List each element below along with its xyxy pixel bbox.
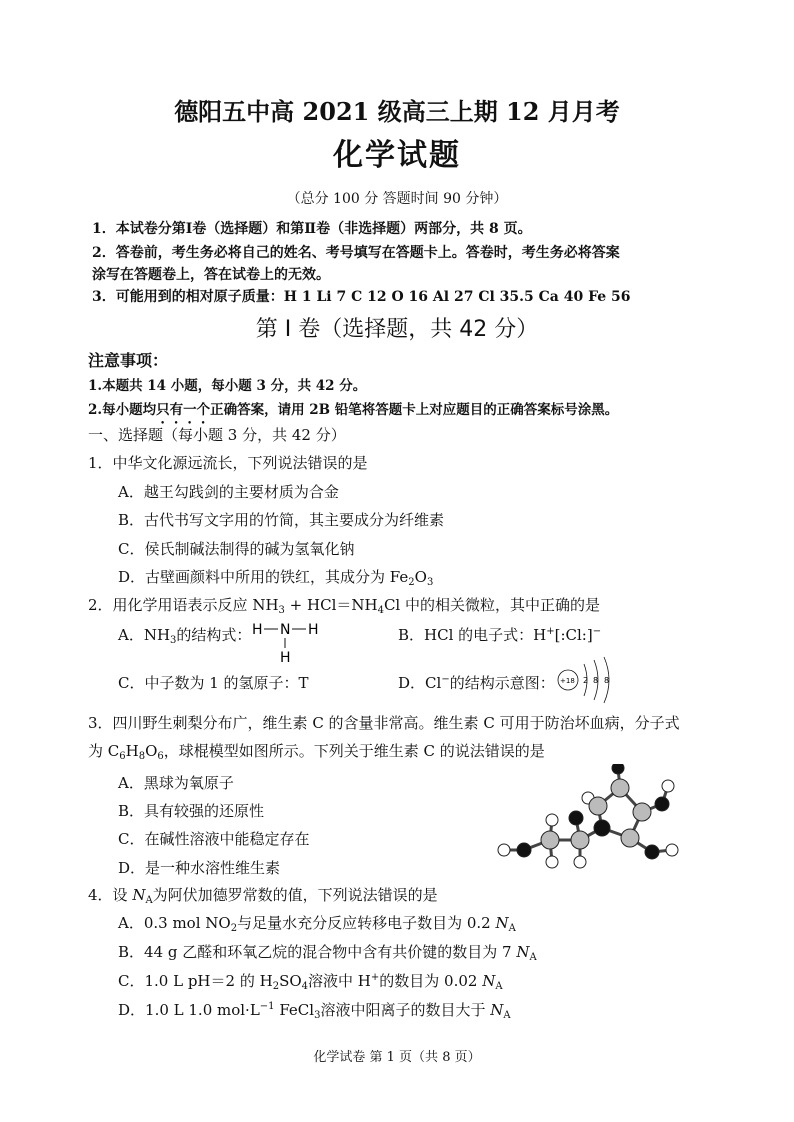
cl-ion-structure-diagram: [556, 656, 622, 704]
exam-title: 德阳五中高 2021 级高三上期 12 月月考: [174, 97, 620, 126]
q1-option-c: C．侯氏制碱法制得的碱为氢氧化钠: [118, 540, 355, 558]
q1-option-d: D．古壁画颜料中所用的铁红，其成分为 $Fe_2O_3$: [118, 568, 434, 588]
note-2-cont: 涂写在答题卷上，答在试卷上的无效。: [92, 267, 330, 283]
svg-text:+18: +18: [560, 677, 575, 685]
svg-text:H: H: [252, 622, 263, 638]
q2-option-a: A．$NH_3$的结构式：: [118, 626, 252, 646]
question-3-line-2: 为 $C_6H_8O_6$，球棍模型如图所示。下列关于维生素 C 的说法错误的是: [88, 742, 545, 762]
note-1: 1．本试卷分第Ⅰ卷（选择题）和第Ⅱ卷（非选择题）两部分，共 8 页。: [92, 221, 532, 237]
vitamin-c-ball-and-stick-model: [492, 764, 694, 882]
attention-heading: 注意事项：: [88, 351, 169, 370]
q3-option-a: A．黑球为氧原子: [118, 774, 234, 792]
note-3: 3．可能用到的相对原子质量：H 1 Li 7 C 12 O 16 Al 27 Cl 35.5 Ca 40 Fe 56: [92, 289, 631, 305]
q1-option-b: B．古代书写文字用的竹简，其主要成分为纤维素: [118, 511, 445, 529]
svg-text:H: H: [280, 650, 291, 666]
svg-text:8: 8: [604, 676, 610, 685]
q4-option-c: C．1.0 L pH＝2 的 $H_2SO_4$溶液中 H+的数目为 0.02 $N_A$: [118, 972, 503, 992]
question-4-stem: 4．设 $N_A$为阿伏加德罗常数的值，下列说法错误的是: [88, 886, 438, 906]
q3-option-b: B．具有较强的还原性: [118, 802, 265, 820]
question-3-line-1: 3．四川野生刺梨分布广，维生素 C 的含量非常高。维生素 C 可用于防治坏血病，分子式: [88, 714, 680, 732]
q3-option-d: D．是一种水溶性维生素: [118, 859, 281, 877]
page-footer: 化学试卷 第 1 页（共 8 页）: [313, 1050, 481, 1065]
q2-option-d: D．Cl−的结构示意图：: [398, 674, 555, 692]
q2-option-b: B．HCl 的电子式：H+[:Cl:]−: [398, 626, 602, 644]
svg-text:H: H: [308, 622, 319, 638]
part-title: 一、选择题（每小题 3 分，共 42 分）: [88, 426, 346, 444]
q4-option-d: D．1.0 L 1.0 $mol\cdot L^{-1}$ FeCl$_3$溶液中阳离子的数目大于 $N_A$: [118, 1001, 511, 1021]
q4-option-b: B．44 g 乙醛和环氧乙烷的混合物中含有共价键的数目为 7 $N_A$: [118, 943, 537, 963]
attention-1: 1.本题共 14 小题，每小题 3 分，共 42 分。: [88, 378, 367, 394]
q3-option-c: C．在碱性溶液中能稳定存在: [118, 830, 310, 848]
svg-text:8: 8: [593, 676, 599, 685]
attention-2: 2.每小题均只有一个正确答案，请用 2B 铅笔将答题卡上对应题目的正确答案标号涂黑。: [88, 402, 619, 418]
subject-title: 化学试题: [333, 138, 461, 173]
q4-option-a: A．0.3 mol $NO_2$与足量水充分反应转移电子数目为 0.2 $N_A$: [118, 914, 516, 934]
emphasis-text: 只有一个: [156, 402, 211, 418]
nh3-structural-formula: [250, 618, 330, 666]
q2-option-c: C．中子数为 1 的氢原子：T: [118, 674, 309, 692]
question-2-stem: 2．用化学用语表示反应 $NH_3 + HCl=NH_4Cl$ 中的相关微粒，其中正确的是: [88, 596, 600, 616]
note-2: 2．答卷前，考生务必将自己的姓名、考号填写在答题卡上。答卷时，考生务必将答案: [92, 245, 620, 261]
exam-meta: （总分 100 分 答题时间 90 分钟）: [286, 191, 508, 207]
q1-option-a: A．越王勾践剑的主要材质为合金: [118, 483, 339, 501]
svg-text:2: 2: [583, 676, 589, 685]
svg-text:N: N: [280, 622, 291, 638]
section-title: 第 I 卷（选择题，共 42 分）: [255, 317, 539, 342]
question-1-stem: 1．中华文化源远流长，下列说法错误的是: [88, 454, 368, 472]
